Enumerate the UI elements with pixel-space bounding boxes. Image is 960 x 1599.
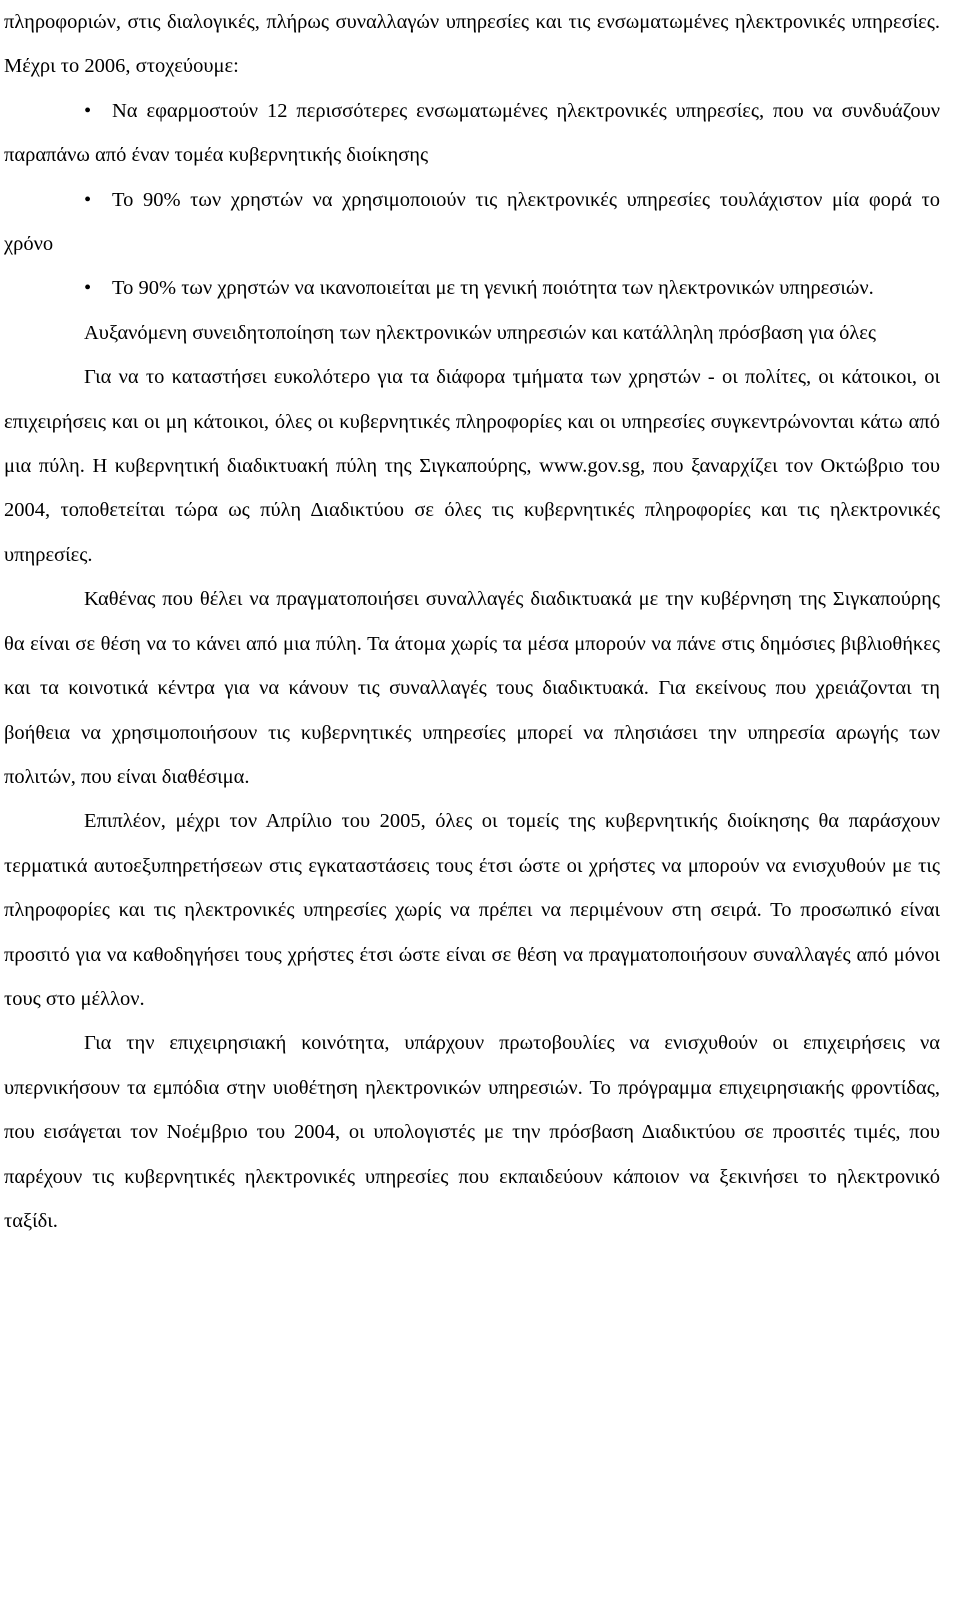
paragraph: Καθένας που θέλει να πραγματοποιήσει συναλλαγές διαδικτυακά με την κυβέρνηση της Σιγκαπούρης θα είναι σε θέση να το κάνει από μια πύλη. Τα άτομα χωρίς τα μέσα μπορούν να πάνε στις δημόσιες βιβλιοθήκες και τα κοινοτικά κέντρα για να κάνουν τις συναλλαγές τους διαδικτυακά. Για εκείνους που χρειάζονται τη βοήθεια να χρησιμοποιήσουν τις κυβερνητικές υπηρεσίες μπορεί να πλησιάσει την υπηρεσία αρωγής των πολιτών, που είναι διαθέσιμα. [4,588,940,788]
bullet-marker: • [84,277,92,300]
paragraph: Αυξανόμενη συνειδητοποίηση των ηλεκτρονικών υπηρεσιών και κατάλληλη πρόσβαση για όλες [84,321,877,344]
paragraph: Για την επιχειρησιακή κοινότητα, υπάρχουν πρωτοβουλίες να ενισχυθούν οι επιχειρήσεις να υπερνικήσουν τα εμπόδια στην υιοθέτηση ηλεκτρονικών υπηρεσιών. Το πρόγραμμα επιχειρησιακής φροντίδας, που εισάγεται τον Νοέμβριο του 2004, οι υπολογιστές με την πρόσβαση Διαδικτύου σε προσιτές τιμές, που παρέχουν τις κυβερνητικές ηλεκτρονικές υπηρεσίες που εκπαιδεύουν κάποιον να ξεκινήσει το ηλεκτρονικό ταξίδι. [4,1032,940,1232]
bullet-item [4,266,940,310]
bullet-marker: • [84,99,92,122]
bullet-marker: • [84,188,92,211]
bullet-text: Το 90% των χρηστών να χρησιμοποιούν τις ηλεκτρονικές υπηρεσίες τουλάχιστον μία φορά το χρόνο [4,188,940,256]
bullet-item [4,89,940,178]
bullet-text: Το 90% των χρηστών να ικανοποιείται με τη γενική ποιότητα των ηλεκτρονικών υπηρεσιών. [112,277,874,300]
document-page [4,0,940,1243]
bullet-text: Να εφαρμοστούν 12 περισσότερες ενσωματωμένες ηλεκτρονικές υπηρεσίες, που να συνδυάζουν παραπάνω από έναν τομέα κυβερνητικής διοίκησης [4,99,940,167]
bullet-item [4,178,940,267]
intro-paragraph: πληροφοριών, στις διαλογικές, πλήρως συναλλαγών υπηρεσίες και τις ενσωματωμένες ηλεκτρονικές υπηρεσίες. Μέχρι το 2006, στοχεύουμε: [4,11,940,78]
paragraph: Επιπλέον, μέχρι τον Απρίλιο του 2005, όλες οι τομείς της κυβερνητικής διοίκησης θα παράσχουν τερματικά αυτοεξυπηρετήσεων στις εγκαταστάσεις τους έτσι ώστε οι χρήστες να μπορούν να ενισχυθούν με τις πληροφορίες και τις ηλεκτρονικές υπηρεσίες χωρίς να πρέπει να περιμένουν στη σειρά. Το προσωπικό είναι προσιτό για να καθοδηγήσει τους χρήστες έτσι ώστε είναι σε θέση να πραγματοποιήσουν συναλλαγές από μόνοι τους στο μέλλον. [4,810,940,1010]
paragraph: Για να το καταστήσει ευκολότερο για τα διάφορα τμήματα των χρηστών - οι πολίτες, οι κάτοικοι, οι επιχειρήσεις και οι μη κάτοικοι, όλες οι κυβερνητικές πληροφορίες και οι υπηρεσίες συγκεντρώνονται κάτω από μια πύλη. Η κυβερνητική διαδικτυακή πύλη της Σιγκαπούρης, www.gov.sg, που ξαναρχίζει τον Οκτώβριο του 2004, τοποθετείται τώρα ως πύλη Διαδικτύου σε όλες τις κυβερνητικές πληροφορίες και τις ηλεκτρονικές υπηρεσίες. [4,366,940,566]
